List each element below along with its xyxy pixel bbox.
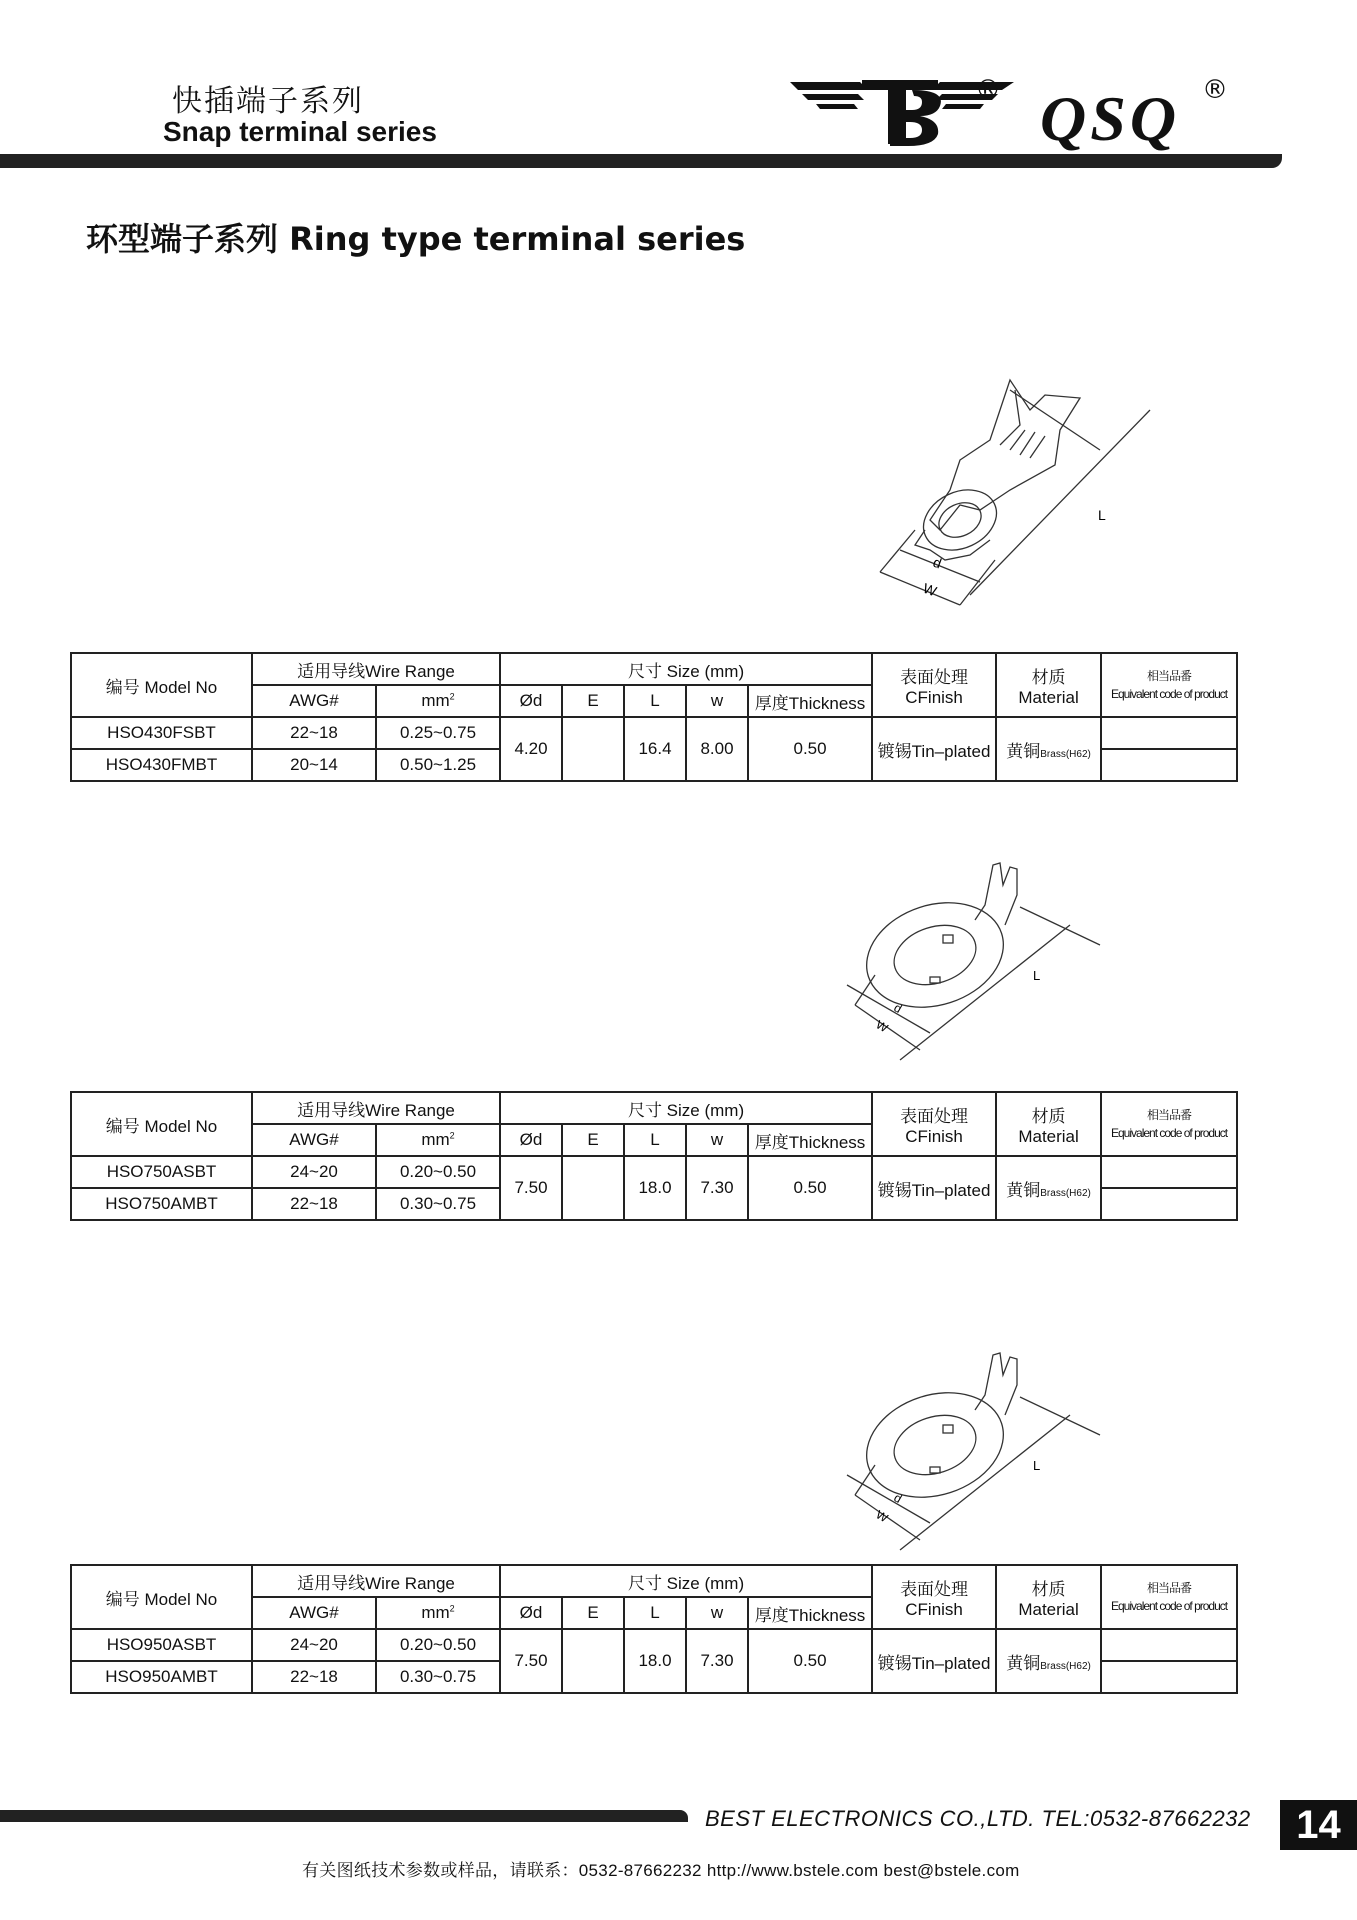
table-row [71, 1629, 1237, 1661]
header-l: L [624, 685, 686, 717]
l-cell: 18.0 [624, 1156, 686, 1220]
header-model-no: 编号 Model No [71, 653, 252, 717]
dim-label-l: L [1033, 1458, 1041, 1473]
awg-cell: 20~14 [252, 749, 376, 781]
dim-label-l: L [1033, 968, 1041, 983]
footer-company: BEST ELECTRONICS CO.,LTD. TEL:0532-87662232 [705, 1806, 1251, 1831]
material-cell: 黄铜Brass(H62) [996, 1629, 1101, 1693]
header-finish: 表面处理 CFinish [872, 1565, 996, 1629]
equivalent-cell [1101, 1629, 1237, 1661]
mm2-cell: 0.50~1.25 [376, 749, 500, 781]
finish-cell: 镀锡Tin–plated [872, 1156, 996, 1220]
w-cell: 8.00 [686, 717, 748, 781]
header-equivalent-code: 相当品番 Equivalent code of product [1101, 1565, 1237, 1629]
spec-table-2 [70, 1091, 1238, 1221]
header-od: Ød [500, 1124, 562, 1156]
thickness-cell: 0.50 [748, 1629, 872, 1693]
material-cell: 黄铜Brass(H62) [996, 1156, 1101, 1220]
dim-label-d: d [930, 553, 944, 572]
e-cell [562, 717, 624, 781]
terminal-diagram-hso950 [835, 1345, 1105, 1555]
l-cell: 16.4 [624, 717, 686, 781]
od-cell: 4.20 [500, 717, 562, 781]
header-mm2: $mm^2$ [376, 1597, 500, 1629]
finish-cell: 镀锡Tin–plated [872, 717, 996, 781]
series-title-chinese: 快插端子系列 [172, 84, 364, 119]
mm2-cell: 0.30~0.75 [376, 1661, 500, 1693]
header-material: 材质 Material [996, 1092, 1101, 1156]
header-l: L [624, 1597, 686, 1629]
model-cell: HSO950AMBT [71, 1661, 252, 1693]
equivalent-cell [1101, 1188, 1237, 1220]
brand-name: QSQ [1040, 83, 1181, 152]
mm2-cell: 0.20~0.50 [376, 1629, 500, 1661]
header-w: w [686, 1124, 748, 1156]
terminal-diagram-hso750 [835, 855, 1105, 1065]
dim-label-d: d [891, 1000, 905, 1016]
model-cell: HSO750ASBT [71, 1156, 252, 1188]
od-cell: 7.50 [500, 1629, 562, 1693]
header-awg: AWG# [252, 1597, 376, 1629]
awg-cell: 24~20 [252, 1629, 376, 1661]
equivalent-cell [1101, 717, 1237, 749]
header-thickness: 厚度Thickness [748, 685, 872, 717]
e-cell [562, 1156, 624, 1220]
awg-cell: 24~20 [252, 1156, 376, 1188]
header-w: w [686, 685, 748, 717]
section-title: 环型端子系列 Ring type terminal series [86, 220, 746, 258]
spec-table-3 [70, 1564, 1238, 1694]
header-finish: 表面处理 CFinish [872, 1092, 996, 1156]
dim-label-d: d [891, 1490, 905, 1506]
header-thickness: 厚度Thickness [748, 1124, 872, 1156]
header-mm2: $mm^2$ [376, 685, 500, 717]
spec-table-1 [70, 652, 1238, 782]
w-cell: 7.30 [686, 1156, 748, 1220]
table-row [71, 717, 1237, 749]
header-od: Ød [500, 685, 562, 717]
awg-cell: 22~18 [252, 1661, 376, 1693]
header-material: 材质 Material [996, 653, 1101, 717]
registered-mark: ® [975, 75, 1001, 105]
header-size: 尺寸 Size (mm) [500, 653, 872, 685]
e-cell [562, 1629, 624, 1693]
od-cell: 7.50 [500, 1156, 562, 1220]
mm2-cell: 0.25~0.75 [376, 717, 500, 749]
header-e: E [562, 1124, 624, 1156]
header-awg: AWG# [252, 1124, 376, 1156]
material-cell: 黄铜Brass(H62) [996, 717, 1101, 781]
awg-cell: 22~18 [252, 717, 376, 749]
thickness-cell: 0.50 [748, 1156, 872, 1220]
dim-label-w: W [873, 1017, 891, 1036]
header-od: Ød [500, 1597, 562, 1629]
model-cell: HSO950ASBT [71, 1629, 252, 1661]
company-logo [790, 62, 1240, 152]
model-cell: HSO750AMBT [71, 1188, 252, 1220]
equivalent-cell [1101, 1661, 1237, 1693]
header-thickness: 厚度Thickness [748, 1597, 872, 1629]
model-cell: HSO430FMBT [71, 749, 252, 781]
header-e: E [562, 1597, 624, 1629]
header-model-no: 编号 Model No [71, 1565, 252, 1629]
mm2-cell: 0.30~0.75 [376, 1188, 500, 1220]
awg-cell: 22~18 [252, 1188, 376, 1220]
header-mm2: $mm^2$ [376, 1124, 500, 1156]
l-cell: 18.0 [624, 1629, 686, 1693]
page-number: 14 [1280, 1800, 1357, 1850]
mm2-cell: 0.20~0.50 [376, 1156, 500, 1188]
footer-contact: 有关图纸技术参数或样品，请联系：0532-87662232 http://www.bstele.com best@bstele.com [302, 1861, 1020, 1880]
header-wire-range: 适用导线Wire Range [252, 1565, 500, 1597]
header-l: L [624, 1124, 686, 1156]
finish-cell: 镀锡Tin–plated [872, 1629, 996, 1693]
header-divider [0, 154, 1282, 168]
header-equivalent-code: 相当品番 Equivalent code of product [1101, 653, 1237, 717]
model-cell: HSO430FSBT [71, 717, 252, 749]
header-material: 材质 Material [996, 1565, 1101, 1629]
series-title-english: Snap terminal series [163, 116, 437, 147]
header-finish: 表面处理 CFinish [872, 653, 996, 717]
footer-divider [0, 1810, 688, 1822]
thickness-cell: 0.50 [748, 717, 872, 781]
header-model-no: 编号 Model No [71, 1092, 252, 1156]
header-size: 尺寸 Size (mm) [500, 1092, 872, 1124]
header-w: w [686, 1597, 748, 1629]
equivalent-cell [1101, 749, 1237, 781]
terminal-diagram-hso430 [860, 370, 1160, 620]
header-wire-range: 适用导线Wire Range [252, 653, 500, 685]
header-wire-range: 适用导线Wire Range [252, 1092, 500, 1124]
table-row [71, 1156, 1237, 1188]
header-awg: AWG# [252, 685, 376, 717]
header-size: 尺寸 Size (mm) [500, 1565, 872, 1597]
dim-label-w: W [920, 579, 939, 600]
w-cell: 7.30 [686, 1629, 748, 1693]
registered-mark-2: ® [1202, 75, 1228, 105]
dim-label-l: L [1098, 507, 1106, 523]
header-equivalent-code: 相当品番 Equivalent code of product [1101, 1092, 1237, 1156]
dim-label-w: W [873, 1507, 891, 1526]
header-e: E [562, 685, 624, 717]
equivalent-cell [1101, 1156, 1237, 1188]
